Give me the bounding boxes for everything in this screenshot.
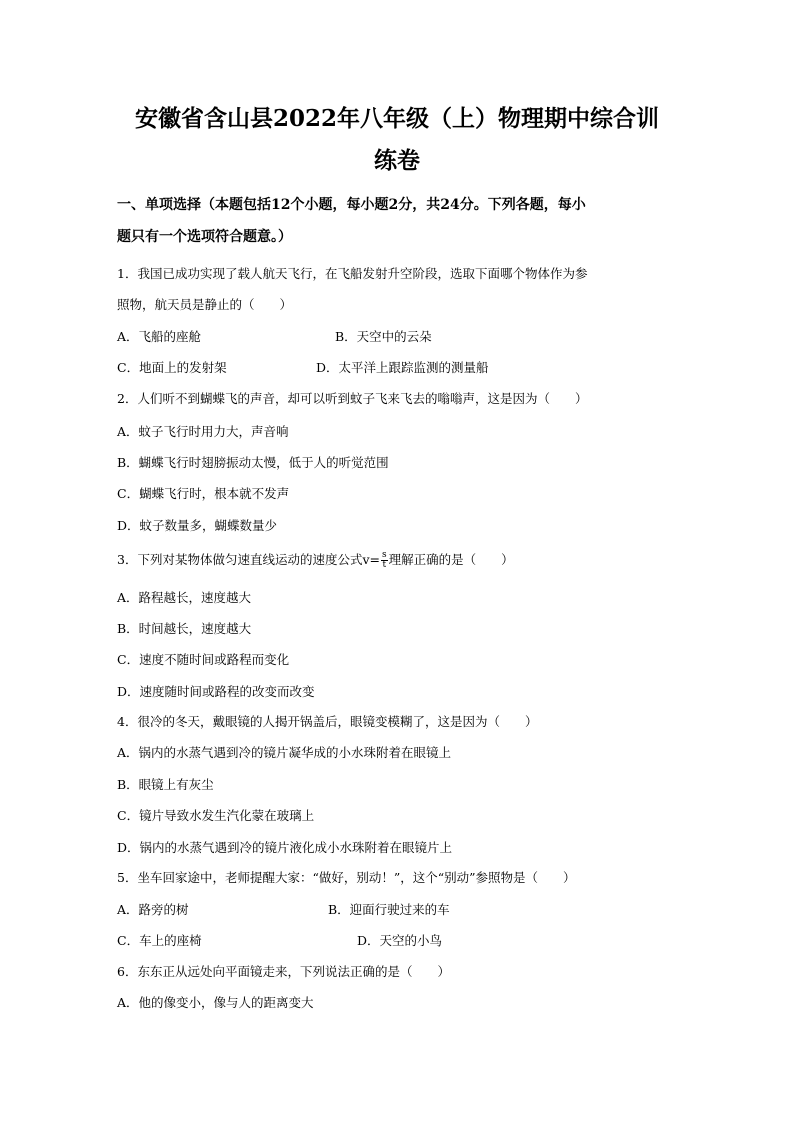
question-5-stem: 5．坐车回家途中，老师提醒大家：“做好，别动！”，这个“别动”参照物是（ ） (117, 870, 576, 885)
question-1-option-c: C．地面上的发射架 (117, 360, 227, 375)
question-2-stem: 2．人们听不到蝴蝶飞的声音，却可以听到蚊子飞来飞去的嗡嗡声，这是因为（ ） (117, 391, 588, 406)
question-1-option-b: B．天空中的云朵 (335, 329, 432, 344)
question-3-option-b: B．时间越长，速度越大 (117, 621, 252, 636)
fraction-denominator: t (382, 560, 387, 570)
question-4-option-b: B．眼镜上有灰尘 (117, 777, 214, 792)
page-title-line-1: 安徽省含山县2022年八年级（上）物理期中综合训 (134, 105, 659, 132)
question-4-option-a: A．锅内的水蒸气遇到冷的镜片凝华成的小水珠附着在眼镜上 (117, 745, 452, 760)
fraction-numerator: s (382, 550, 387, 560)
question-1-option-d: D．太平洋上跟踪监测的测量船 (316, 360, 489, 375)
question-3-stem-pre: 3．下列对某物体做匀速直线运动的速度公式v= (117, 552, 380, 567)
question-3-option-c: C．速度不随时间或路程而变化 (117, 652, 290, 667)
question-1-option-a: A．飞船的座舱 (117, 329, 202, 344)
question-2-option-d: D．蚊子数量多，蝴蝶数量少 (117, 518, 278, 533)
speed-formula-fraction (381, 551, 388, 570)
question-3-option-a: A．路程越长，速度越大 (117, 590, 252, 605)
question-3-stem (117, 550, 514, 570)
question-2-option-a: A．蚊子飞行时用力大，声音响 (117, 424, 289, 439)
section-heading-line-1: 一、单项选择（本题包括12个小题，每小题2分，共24分。下列各题，每小 (117, 197, 586, 213)
question-3-stem-post: 理解正确的是（ ） (388, 552, 514, 567)
question-5-option-d: D．天空的小鸟 (357, 933, 443, 948)
question-6-stem: 6．东东正从远处向平面镜走来，下列说法正确的是（ ） (117, 964, 450, 979)
question-3-option-d: D．速度随时间或路程的改变而改变 (117, 684, 315, 699)
question-4-option-c: C．镜片导致水发生汽化蒙在玻璃上 (117, 808, 315, 823)
section-heading-line-2: 题只有一个选项符合题意。） (117, 229, 292, 245)
question-1-stem-line-1: 1．我国已成功实现了载人航天飞行，在飞船发射升空阶段，选取下面哪个物体作为参 (117, 266, 588, 281)
page-title-line-2: 练卷 (374, 147, 420, 174)
question-2-option-b: B．蝴蝶飞行时翅膀振动太慢，低于人的听觉范围 (117, 455, 389, 470)
question-4-option-d: D．锅内的水蒸气遇到冷的镜片液化成小水珠附着在眼镜片上 (117, 840, 453, 855)
question-5-option-b: B．迎面行驶过来的车 (328, 902, 450, 917)
question-1-stem-line-2: 照物，航天员是静止的（ ） (117, 297, 293, 312)
question-4-stem: 4．很冷的冬天，戴眼镜的人揭开锅盖后，眼镜变模糊了，这是因为（ ） (117, 714, 538, 729)
question-2-option-c: C．蝴蝶飞行时，根本就不发声 (117, 486, 290, 501)
question-5-option-a: A．路旁的树 (117, 902, 189, 917)
question-5-option-c: C．车上的座椅 (117, 933, 202, 948)
question-6-option-a: A．他的像变小，像与人的距离变大 (117, 995, 314, 1010)
